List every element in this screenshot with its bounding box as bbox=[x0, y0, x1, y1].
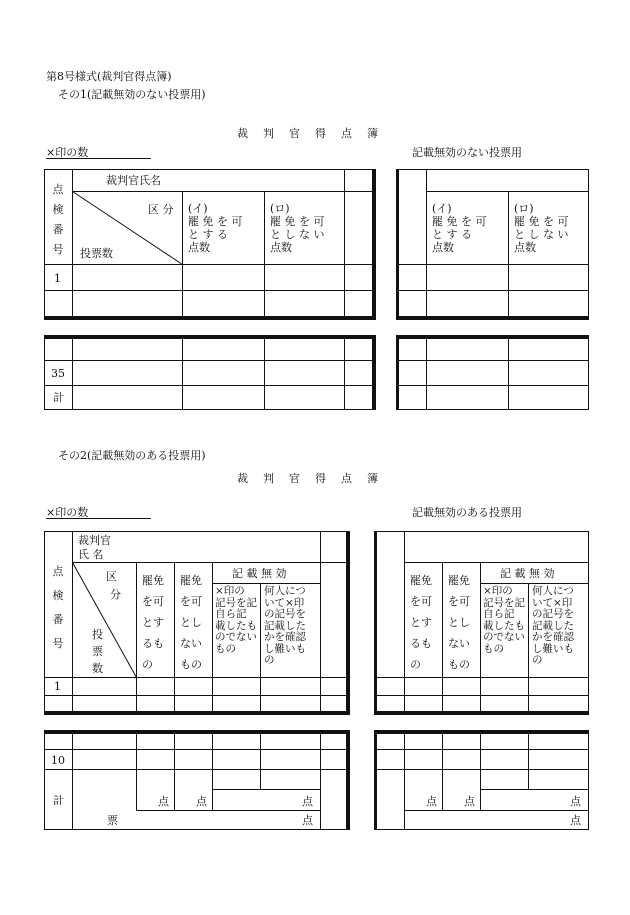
invalid-b-label-2-right: 何人につ いて×印 の記号を 記載した かを確認 し難いも の bbox=[532, 585, 574, 666]
division-label-2b: 分 bbox=[110, 588, 121, 601]
row-number-1: 1 bbox=[54, 272, 61, 285]
x-count-label-1: ×印の数 bbox=[46, 146, 89, 159]
unit-ten-approve-right: 点 bbox=[426, 795, 437, 808]
col-ro-label-1-right: (ロ) 罷 免 を 可 と し な い 点数 bbox=[514, 202, 569, 254]
invalid-a-label-2-right: ×印の 記号を記 自ら記 載したも のでない もの bbox=[483, 585, 525, 655]
unit-ten-invalid-right: 点 bbox=[570, 795, 581, 808]
unit-ten-reject-right: 点 bbox=[464, 795, 475, 808]
sheet-title-2: 裁判官得点簿 bbox=[237, 472, 393, 485]
invalid-header-2: 記 載 無 効 bbox=[232, 567, 287, 580]
ballot-type-2: 記載無効のある投票用 bbox=[412, 506, 522, 519]
reject-label-2: 罷免 を可 とし ない もの bbox=[180, 574, 202, 671]
unit-ten-sum: 点 bbox=[302, 814, 313, 827]
unit-ten-invalid: 点 bbox=[302, 795, 313, 808]
ballots-label-2c: 数 bbox=[92, 662, 103, 675]
unit-ten-approve: 点 bbox=[158, 795, 169, 808]
invalid-a-label-2: ×印の 記号を記 自ら記 載したも のでない もの bbox=[215, 585, 257, 655]
unit-ten-sum-right: 点 bbox=[570, 814, 581, 827]
x-count-label-2: ×印の数 bbox=[46, 506, 89, 519]
row-number-35: 35 bbox=[51, 367, 65, 380]
inspection-number-header-2: 点 検 番 号 bbox=[52, 565, 64, 650]
part2-title: その2(記載無効のある投票用) bbox=[58, 449, 206, 462]
division-label-2a: 区 bbox=[106, 570, 117, 583]
invalid-b-label-2: 何人につ いて×印 の記号を 記載した かを確認 し難いも の bbox=[264, 585, 306, 666]
ballot-type-1: 記載無効のない投票用 bbox=[412, 146, 522, 159]
x-count-underline-2 bbox=[46, 518, 151, 519]
total-label-1: 計 bbox=[53, 391, 64, 404]
approve-label-2: 罷免 を可 とす るも の bbox=[142, 574, 164, 671]
col-ro-label-1: (ロ) 罷 免 を 可 と し な い 点数 bbox=[270, 202, 325, 254]
row-number-1-part2: 1 bbox=[54, 680, 61, 693]
invalid-header-2-right: 記 載 無 効 bbox=[500, 567, 555, 580]
approve-label-2-right: 罷免 を可 とす るも の bbox=[410, 574, 432, 671]
unit-ten-reject: 点 bbox=[196, 795, 207, 808]
unit-hyo: 票 bbox=[107, 814, 118, 827]
judge-name-label-1: 裁判官氏名 bbox=[106, 174, 161, 187]
ballots-label-2b: 票 bbox=[92, 645, 103, 658]
inspection-number-header-1: 点 検 番 号 bbox=[52, 183, 64, 256]
ballots-label-1: 投票数 bbox=[80, 247, 113, 260]
total-label-2: 計 bbox=[53, 794, 64, 807]
part1-title: その1(記載無効のない投票用) bbox=[58, 88, 206, 101]
ballots-label-2a: 投 bbox=[92, 628, 103, 641]
reject-label-2-right: 罷免 を可 とし ない もの bbox=[448, 574, 470, 671]
col-i-label-1: (イ) 罷 免 を 可 と す る 点数 bbox=[188, 202, 243, 254]
judge-name-label-2b: 氏 名 bbox=[78, 548, 104, 561]
col-i-label-1-right: (イ) 罷 免 を 可 と す る 点数 bbox=[432, 202, 487, 254]
sheet-title-1: 裁判官得点簿 bbox=[237, 127, 393, 140]
row-number-10: 10 bbox=[51, 754, 65, 767]
division-label-1: 区 分 bbox=[148, 203, 174, 216]
form-title: 第8号様式(裁判官得点簿) bbox=[46, 70, 172, 83]
judge-name-label-2a: 裁判官 bbox=[78, 534, 111, 547]
